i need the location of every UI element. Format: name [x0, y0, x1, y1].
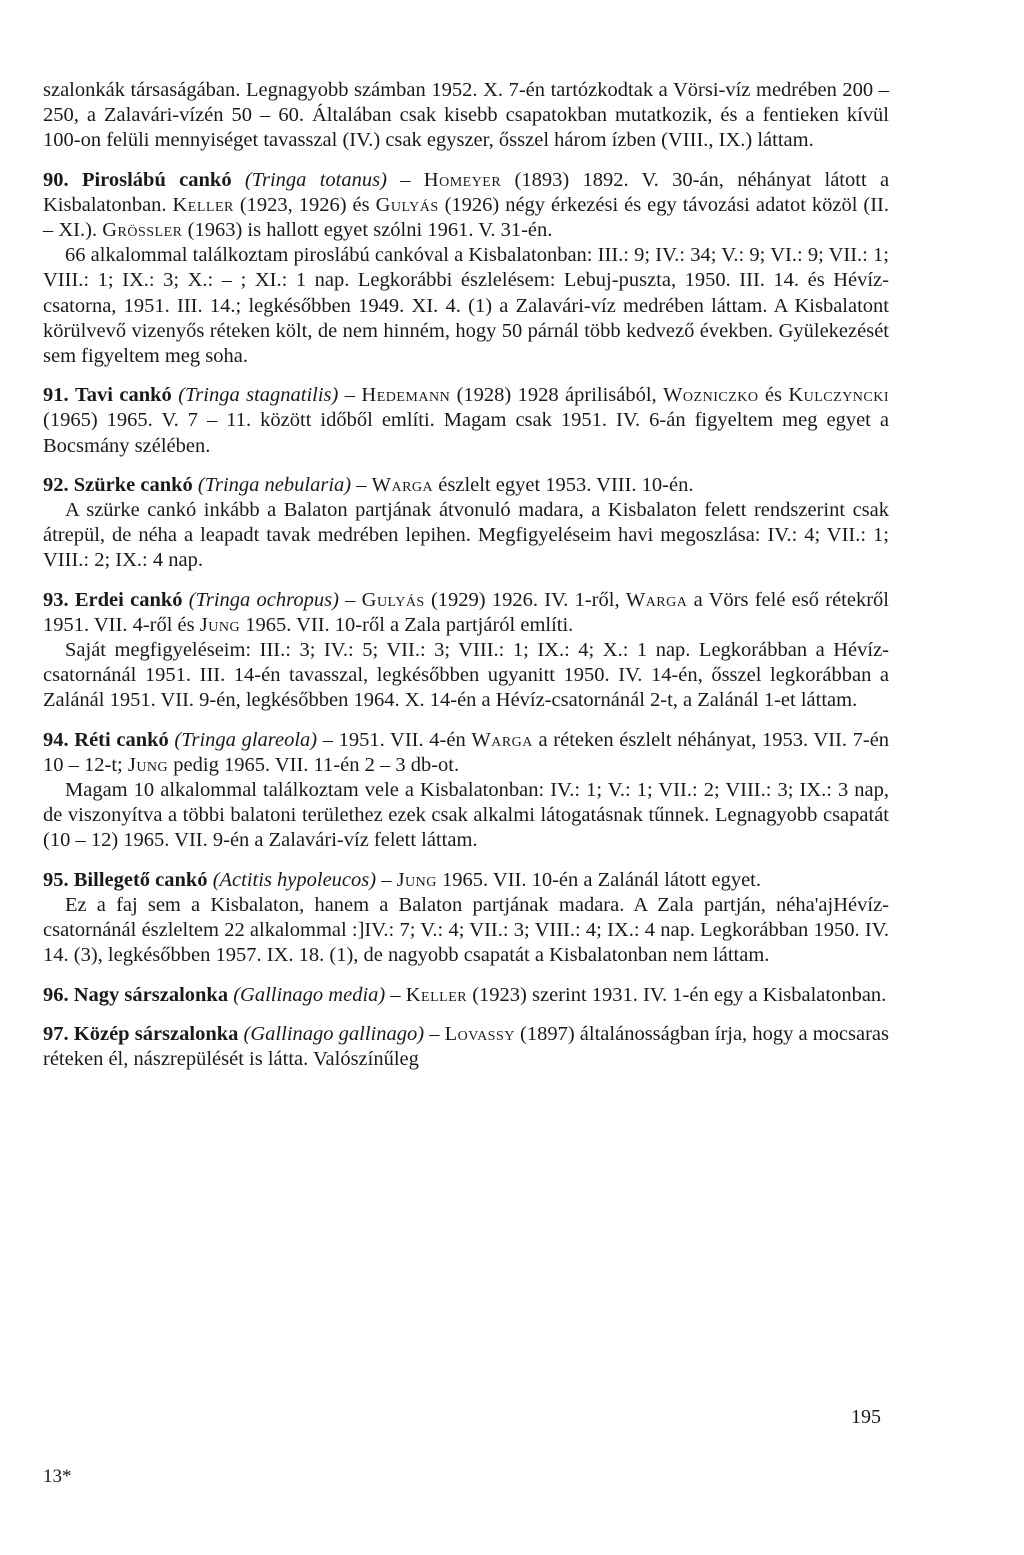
- entry-95: 95. Billegető cankó (Actitis hypoleucos) – Jung 1965. VII. 10-én a Zalánál látott egyet.: [43, 868, 761, 891]
- species-name: Réti cankó: [74, 728, 169, 751]
- author: Gulyás: [375, 193, 439, 216]
- scientific-name: (Gallinago gallinago): [243, 1022, 425, 1045]
- entry-93: 93. Erdei cankó (Tringa ochropus) – Gulyás (1929) 1926. IV. 1-ről, Warga a Vörs felé eső rétekről 1951. VII. 4-ről és Jung 1965. VII. 10-ről a Zala partjáról említi.: [43, 588, 889, 636]
- entry-90-observations: 66 alkalommal találkoztam piroslábú cankóval a Kisbalatonban: III.: 9; IV.: 34; V.: 9; VI.: 9; VII.: 1; VIII.: 1; IX.: 3; X.: – ; XI.: 1 nap. Legkorábbi észlelésem: Lebuj-puszta, 1950. III. 14. és Hévíz-csatorna, 1951. III. 14.; legkésőbben 1949. XI. 4. (1) a Zalavári-víz medrében láttam. A Kisbalatont körülvevő vizenyős réteken költ, de nem hinném, hogy 50 párnál több kedvező években. Gyülekezését sem figyeltem meg soha.: [43, 244, 889, 368]
- scientific-name: (Tringa stagnatilis): [178, 384, 339, 407]
- author: Warga: [625, 588, 688, 611]
- entry-90: 90. Piroslábú cankó (Tringa totanus) – Homeyer (1893) 1892. V. 30-án, néhányat látott a Kisbalatonban. Keller (1923, 1926) és Gulyás (1926) négy érkezési és egy távozási adatot közöl (II. – XI.). Grössler (1963) is hallott egyet szólni 1961. V. 31-én.: [43, 168, 890, 242]
- author: Jung: [396, 868, 437, 891]
- scientific-name: (Tringa totanus): [244, 168, 387, 191]
- species-name: Szürke cankó: [73, 473, 193, 496]
- author: Keller: [172, 193, 234, 216]
- species-name: Billegető cankó: [73, 868, 208, 891]
- author: Warga: [371, 473, 434, 496]
- author: Homeyer: [423, 168, 502, 191]
- entry-95-observations: Ez a faj sem a Kisbalaton, hanem a Balaton partjának madara. A Zala partján, néha'ajHévíz-csatornánál észleltem 22 alkalommal :]IV.: 7; V.: 4; VII.: 3; VIII.: 4; IX.: 4 nap. Legkorábban 1950. IV. 14. (3), legkésőbben 1957. IX. 18. (1), de nagyobb csapatát a Kisbalatonban nem láttam.: [43, 893, 889, 967]
- scientific-name: (Tringa nebularia): [197, 473, 352, 496]
- entry-92: 92. Szürke cankó (Tringa nebularia) – Warga észlelt egyet 1953. VIII. 10-én.: [43, 473, 694, 496]
- species-name: Nagy sárszalonka: [73, 983, 229, 1006]
- entry-97: 97. Közép sárszalonka (Gallinago gallinago) – Lovassy (1897) általánosságban írja, hogy a mocsaras réteken él, nászrepülését is látta. Valószínűleg: [43, 1022, 890, 1070]
- species-name: Közép sárszalonka: [73, 1022, 239, 1045]
- author: Gulyás: [361, 588, 425, 611]
- species-name: Erdei cankó: [74, 588, 183, 611]
- scientific-name: (Actitis hypoleucos): [212, 868, 377, 891]
- continuation-paragraph: szalonkák társaságában. Legnagyobb számban 1952. X. 7-én tartózkodtak a Vörsi-víz medrében 200 – 250, a Zalavári-vízén 50 – 60. Általában csak kisebb csapatokban mutatkozik, és a fentieken kívül 100-on felüli mennyiséget tavasszal (IV.) csak egyszer, ősszel három ízben (VIII., IX.) láttam.: [43, 79, 889, 152]
- species-name: Tavi cankó: [75, 384, 172, 407]
- entry-91: 91. Tavi cankó (Tringa stagnatilis) – Hedemann (1928) 1928 áprilisából, Wozniczko és Kulczyncki (1965) 1965. V. 7 – 11. között időből említi. Magam csak 1951. IV. 6-án figyeltem meg egyet a Bocsmány szélében.: [43, 384, 890, 457]
- entry-92-observations: A szürke cankó inkább a Balaton partjának átvonuló madara, a Kisbalaton felett rendszerint csak átrepül, de néha a leapadt tavak medrében lepihen. Megfigyeléseim havi megoszlása: IV.: 4; VII.: 1; VIII.: 2; IX.: 4 nap.: [43, 499, 889, 572]
- author: Kulczyncki: [788, 384, 890, 407]
- author: Wozniczko: [663, 384, 759, 407]
- author: Jung: [199, 613, 241, 636]
- entry-96: 96. Nagy sárszalonka (Gallinago media) – Keller (1923) szerint 1931. IV. 1-én egy a Kisbalatonban.: [43, 983, 887, 1006]
- page-body: [43, 78, 889, 1072]
- entry-94: 94. Réti cankó (Tringa glareola) – 1951. VII. 4-én Warga a réteken észlelt néhányat, 1953. VII. 7-én 10 – 12-t; Jung pedig 1965. VII. 11-én 2 – 3 db-ot.: [43, 728, 890, 776]
- entry-93-observations: Saját megfigyeléseim: III.: 3; IV.: 5; VII.: 3; VIII.: 1; IX.: 4; X.: 1 nap. Legkorábban a Hévíz-csatornánál 1951. III. 14-én tavasszal, legkésőbben ugyanitt 1950. IV. 14-én, ősszel legkorábban a Zalánál 1951. VII. 9-én, legkésőbben 1964. X. 14-én a Hévíz-csatornánál 2-t, a Zalánál 1-et láttam.: [43, 639, 889, 712]
- author: Warga: [471, 728, 533, 751]
- page-number: 195: [851, 1406, 881, 1428]
- scientific-name: (Tringa glareola): [174, 728, 318, 751]
- author: Lovassy: [444, 1022, 515, 1045]
- species-name: Piroslábú cankó: [81, 168, 232, 191]
- entry-94-observations: Magam 10 alkalommal találkoztam vele a Kisbalatonban: IV.: 1; V.: 1; VII.: 2; VIII.: 3; IX.: 3 nap, de viszonyítva a többi balatoni területhez ezek csak alkalmi látogatásnak tűnnek. Legnagyobb csapatát (10 – 12) 1965. VII. 9-én a Zalavári-víz felett láttam.: [43, 779, 889, 852]
- author: Grössler: [102, 219, 183, 242]
- author: Keller: [405, 983, 468, 1006]
- author: Jung: [127, 753, 169, 776]
- signature-mark: 13*: [43, 1466, 72, 1487]
- scientific-name: (Gallinago media): [233, 983, 386, 1006]
- author: Hedemann: [361, 384, 451, 407]
- scientific-name: (Tringa ochropus): [188, 588, 339, 611]
